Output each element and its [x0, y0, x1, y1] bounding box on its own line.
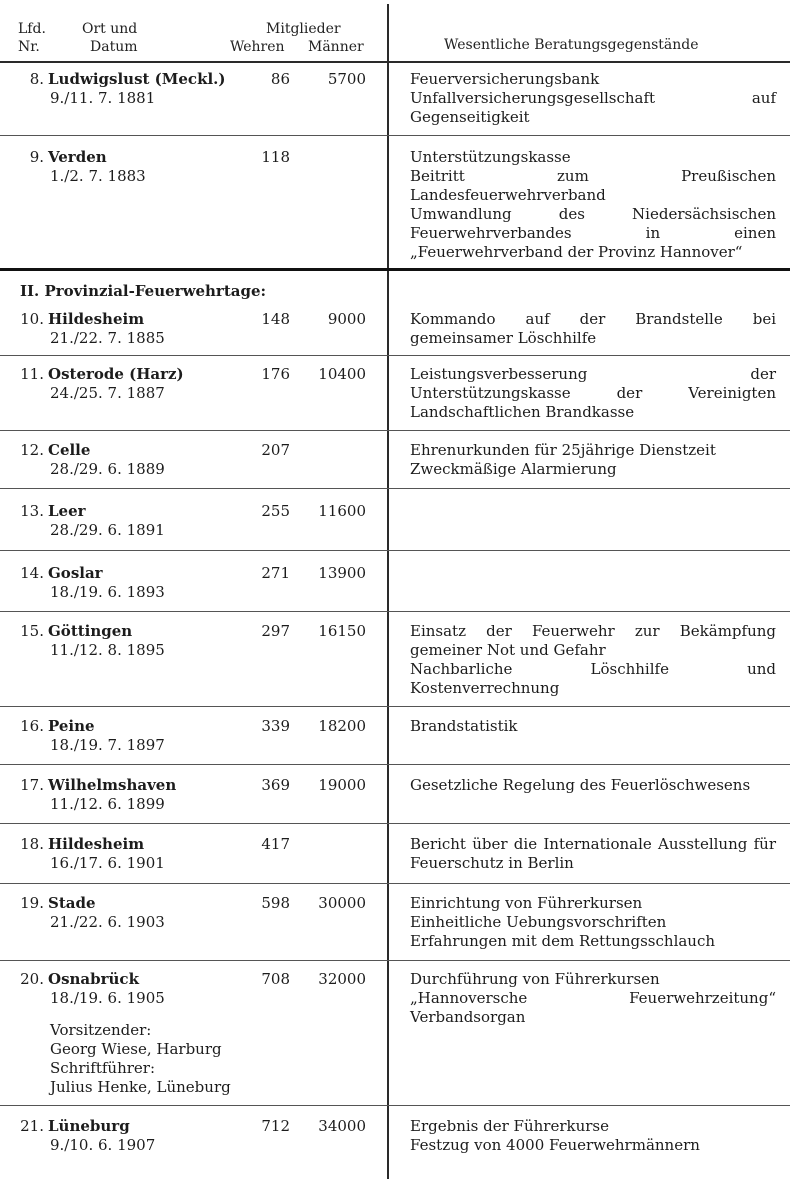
row-rule [0, 550, 790, 551]
row-place: Osterode (Harz) [48, 365, 184, 383]
row-rule [0, 488, 790, 489]
row-rule [0, 430, 790, 431]
row-number: 9. [29, 148, 44, 166]
row-date: 11./12. 6. 1899 [50, 795, 165, 813]
row-wehren: 271 [261, 564, 290, 582]
row-topics [410, 441, 776, 479]
row-topics [410, 776, 776, 795]
row-wehren: 297 [261, 622, 290, 640]
row-wehren: 712 [261, 1117, 290, 1135]
topic: Unfallversicherungsgesellschaft auf Gegenseitigkeit [410, 89, 776, 126]
row-place: Verden [48, 148, 107, 166]
row-manner: 32000 [318, 970, 366, 988]
row-place: Leer [48, 502, 86, 520]
topic: Brandstatistik [410, 717, 518, 735]
row-rule [0, 355, 790, 356]
row-topics [410, 1117, 776, 1155]
header-lfd: Lfd. [18, 21, 46, 37]
row-number: 14. [20, 564, 44, 582]
row-place: Hildesheim [48, 835, 145, 853]
row-topics [410, 365, 776, 422]
row-wehren: 176 [261, 365, 290, 383]
topic: Umwandlung des Niedersächsischen Feuerwehrverbandes in einen „Feuerwehrverband der Provinz Hannover“ [410, 205, 776, 261]
header-ort: Ort und [82, 21, 138, 37]
row-topics [410, 717, 776, 736]
section-title: II. Provinzial-Feuerwehrtage: [20, 282, 267, 300]
row-topics [410, 310, 776, 348]
row-number: 11. [20, 365, 44, 383]
topic: Ergebnis der Führerkurse [410, 1117, 609, 1135]
header-manner: Männer [308, 39, 364, 55]
row-topics [410, 894, 776, 951]
topic: Erfahrungen mit dem Rettungsschlauch [410, 932, 716, 950]
row-number: 18. [20, 835, 44, 853]
row-wehren: 148 [261, 310, 290, 328]
row-date: 11./12. 8. 1895 [50, 641, 165, 659]
row-wehren: 598 [261, 894, 290, 912]
row-rule [0, 1105, 790, 1106]
row-place: Peine [48, 717, 95, 735]
officer-label: Schriftführer: [50, 1059, 156, 1077]
header-topics: Wesentliche Beratungsgegenstände [444, 37, 699, 53]
header-datum: Datum [90, 39, 138, 55]
header-rule [0, 61, 790, 63]
row-topics [410, 835, 776, 873]
row-date: 21./22. 7. 1885 [50, 329, 165, 347]
row-number: 8. [29, 70, 44, 88]
row-date: 9./10. 6. 1907 [50, 1136, 156, 1154]
row-manner: 5700 [327, 70, 366, 88]
header-wehren: Wehren [230, 39, 285, 55]
row-rule [0, 706, 790, 707]
row-manner: 11600 [318, 502, 366, 520]
row-date: 9./11. 7. 1881 [50, 89, 156, 107]
row-place: Ludwigslust (Meckl.) [48, 70, 226, 88]
row-date: 21./22. 6. 1903 [50, 913, 165, 931]
row-manner: 10400 [318, 365, 366, 383]
row-date: 28./29. 6. 1889 [50, 460, 165, 478]
row-number: 16. [20, 717, 44, 735]
topic: Ehrenurkunden für 25jährige Dienstzeit [410, 441, 716, 459]
topic: Einrichtung von Führerkursen [410, 894, 643, 912]
row-wehren: 369 [261, 776, 290, 794]
topic: Einheitliche Uebungsvorschriften [410, 913, 667, 931]
row-place: Stade [48, 894, 96, 912]
row-wehren: 417 [261, 835, 290, 853]
row-place: Celle [48, 441, 91, 459]
row-number: 19. [20, 894, 44, 912]
row-manner: 9000 [327, 310, 366, 328]
row-rule [0, 960, 790, 961]
row-manner: 16150 [318, 622, 366, 640]
row-date: 18./19. 6. 1893 [50, 583, 165, 601]
row-rule [0, 883, 790, 884]
row-date: 1./2. 7. 1883 [50, 167, 146, 185]
row-place: Hildesheim [48, 310, 145, 328]
topic: Gesetzliche Regelung des Feuerlöschwesens [410, 776, 751, 794]
topic: Unterstützungskasse [410, 148, 571, 166]
officer-label: Vorsitzender: [50, 1021, 152, 1039]
row-rule [0, 135, 790, 136]
row-number: 21. [20, 1117, 44, 1135]
topic: „Hannoversche Feuerwehrzeitung“ Verbandsorgan [410, 989, 776, 1026]
officer-name: Georg Wiese, Harburg [50, 1040, 222, 1058]
row-place: Wilhelmshaven [48, 776, 177, 794]
row-place: Goslar [48, 564, 103, 582]
row-wehren: 708 [261, 970, 290, 988]
header-nr: Nr. [18, 39, 40, 55]
row-wehren: 118 [261, 148, 290, 166]
row-topics [410, 970, 776, 1027]
row-number: 12. [20, 441, 44, 459]
topic: Nachbarliche Löschhilfe und Kostenverrechnung [410, 660, 776, 697]
row-place: Osnabrück [48, 970, 139, 988]
topic: Feuerversicherungsbank [410, 70, 600, 88]
row-number: 20. [20, 970, 44, 988]
row-rule [0, 611, 790, 612]
officer-name: Julius Henke, Lüneburg [50, 1078, 231, 1096]
row-rule [0, 823, 790, 824]
row-topics [410, 622, 776, 698]
topic: Zweckmäßige Alarmierung [410, 460, 617, 478]
row-manner: 13900 [318, 564, 366, 582]
section-rule [0, 268, 790, 271]
row-date: 18./19. 7. 1897 [50, 736, 165, 754]
row-manner: 34000 [318, 1117, 366, 1135]
row-manner: 30000 [318, 894, 366, 912]
row-topics [410, 70, 776, 127]
topic: Bericht über die Internationale Ausstellung für Feuerschutz in Berlin [410, 835, 776, 872]
topic: Festzug von 4000 Feuerwehrmännern [410, 1136, 700, 1154]
column-divider [387, 4, 389, 1179]
row-date: 28./29. 6. 1891 [50, 521, 165, 539]
row-date: 18./19. 6. 1905 [50, 989, 165, 1007]
row-manner: 18200 [318, 717, 366, 735]
row-number: 15. [20, 622, 44, 640]
topic: Durchführung von Führerkursen [410, 970, 660, 988]
row-number: 10. [20, 310, 44, 328]
row-wehren: 339 [261, 717, 290, 735]
row-number: 13. [20, 502, 44, 520]
row-date: 24./25. 7. 1887 [50, 384, 165, 402]
row-wehren: 207 [261, 441, 290, 459]
row-topics [410, 148, 776, 262]
header-mitglieder: Mitglieder [266, 21, 341, 37]
topic: Kommando auf der Brandstelle bei gemeinsamer Löschhilfe [410, 310, 776, 347]
row-rule [0, 764, 790, 765]
topic: Beitritt zum Preußischen Landesfeuerwehrverband [410, 167, 776, 204]
row-number: 17. [20, 776, 44, 794]
row-wehren: 255 [261, 502, 290, 520]
topic: Einsatz der Feuerwehr zur Bekämpfung gemeiner Not und Gefahr [410, 622, 776, 659]
row-manner: 19000 [318, 776, 366, 794]
row-wehren: 86 [270, 70, 290, 88]
topic: Leistungsverbesserung der Unterstützungskasse der Vereinigten Landschaftlichen Brandkasse [410, 365, 776, 421]
row-place: Lüneburg [48, 1117, 130, 1135]
row-date: 16./17. 6. 1901 [50, 854, 165, 872]
row-place: Göttingen [48, 622, 133, 640]
